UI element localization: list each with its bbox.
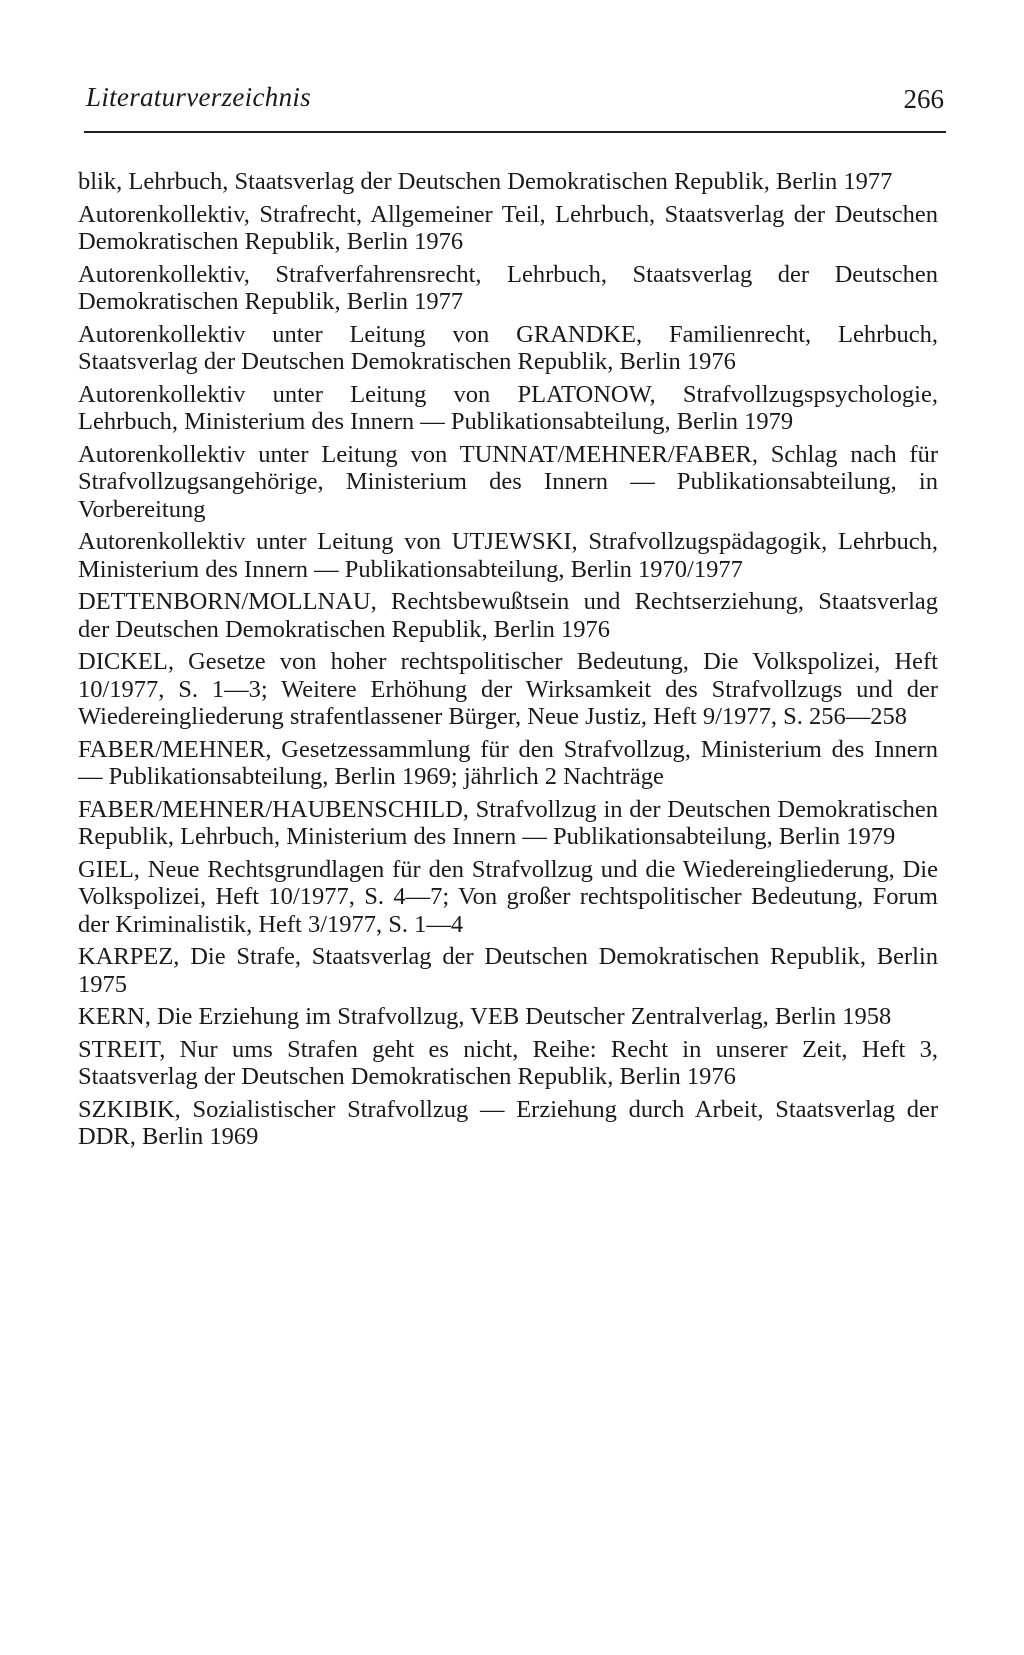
bibliography-entry: Autorenkollektiv unter Leitung von PLATONOW, Strafvollzugspsychologie, Lehrbuch, Ministerium des Innern — Publikationsabteilung, Berlin 1979: [78, 380, 938, 435]
bibliography-entry: KERN, Die Erziehung im Strafvollzug, VEB Deutscher Zentralverlag, Berlin 1958: [78, 1003, 892, 1030]
bibliography-entry: blik, Lehrbuch, Staatsverlag der Deutschen Demokratischen Republik, Berlin 1977: [78, 168, 893, 195]
running-title: Literaturverzeichnis: [86, 82, 311, 112]
bibliography-entry: FABER/MEHNER/HAUBENSCHILD, Strafvollzug in der Deutschen Demokratischen Republik, Lehrbuch, Ministerium des Innern — Publikationsabteilung, Berlin 1979: [78, 795, 938, 850]
bibliography-entry: Autorenkollektiv unter Leitung von UTJEWSKI, Strafvollzugspädagogik, Lehrbuch, Ministerium des Innern — Publikationsabteilung, Berlin 1970/1977: [78, 528, 938, 583]
bibliography-entry: Autorenkollektiv unter Leitung von TUNNAT/MEHNER/FABER, Schlag nach für Strafvollzugsangehörige, Ministerium des Innern — Publikationsabteilung, in Vorbereitung: [78, 440, 938, 523]
page-number: 266: [903, 84, 944, 114]
bibliography-list: [78, 168, 938, 1156]
bibliography-entry: DICKEL, Gesetze von hoher rechtspolitischer Bedeutung, Die Volkspolizei, Heft 10/1977, S. 1—3; Weitere Erhöhung der Wirksamkeit des Strafvollzugs und der Wiedereingliederung strafentlassener Bürger, Neue Justiz, Heft 9/1977, S. 256—258: [78, 648, 938, 730]
bibliography-entry: FABER/MEHNER, Gesetzessammlung für den Strafvollzug, Ministerium des Innern — Publikationsabteilung, Berlin 1969; jährlich 2 Nachträge: [78, 735, 938, 790]
page-header: [78, 76, 946, 120]
bibliography-entry: Autorenkollektiv unter Leitung von GRANDKE, Familienrecht, Lehrbuch, Staatsverlag der Deutschen Demokratischen Republik, Berlin 1976: [78, 320, 938, 375]
bibliography-entry: KARPEZ, Die Strafe, Staatsverlag der Deutschen Demokratischen Republik, Berlin 1975: [78, 943, 938, 998]
bibliography-entry: DETTENBORN/MOLLNAU, Rechtsbewußtsein und Rechtserziehung, Staatsverlag der Deutschen Demokratischen Republik, Berlin 1976: [78, 588, 938, 643]
bibliography-entry: Autorenkollektiv, Strafrecht, Allgemeiner Teil, Lehrbuch, Staatsverlag der Deutschen Demokratischen Republik, Berlin 1976: [78, 200, 938, 255]
bibliography-entry: GIEL, Neue Rechtsgrundlagen für den Strafvollzug und die Wiedereingliederung, Die Volkspolizei, Heft 10/1977, S. 4—7; Von großer rechtspolitischer Bedeutung, Forum der Kriminalistik, Heft 3/1977, S. 1—4: [78, 855, 938, 938]
bibliography-entry: STREIT, Nur ums Strafen geht es nicht, Reihe: Recht in unserer Zeit, Heft 3, Staatsverlag der Deutschen Demokratischen Republik, Berlin 1976: [78, 1035, 938, 1090]
bibliography-entry: SZKIBIK, Sozialistischer Strafvollzug — Erziehung durch Arbeit, Staatsverlag der DDR, Berlin 1969: [78, 1095, 938, 1150]
header-rule: [84, 131, 946, 133]
bibliography-entry: Autorenkollektiv, Strafverfahrensrecht, Lehrbuch, Staatsverlag der Deutschen Demokratischen Republik, Berlin 1977: [78, 260, 938, 315]
